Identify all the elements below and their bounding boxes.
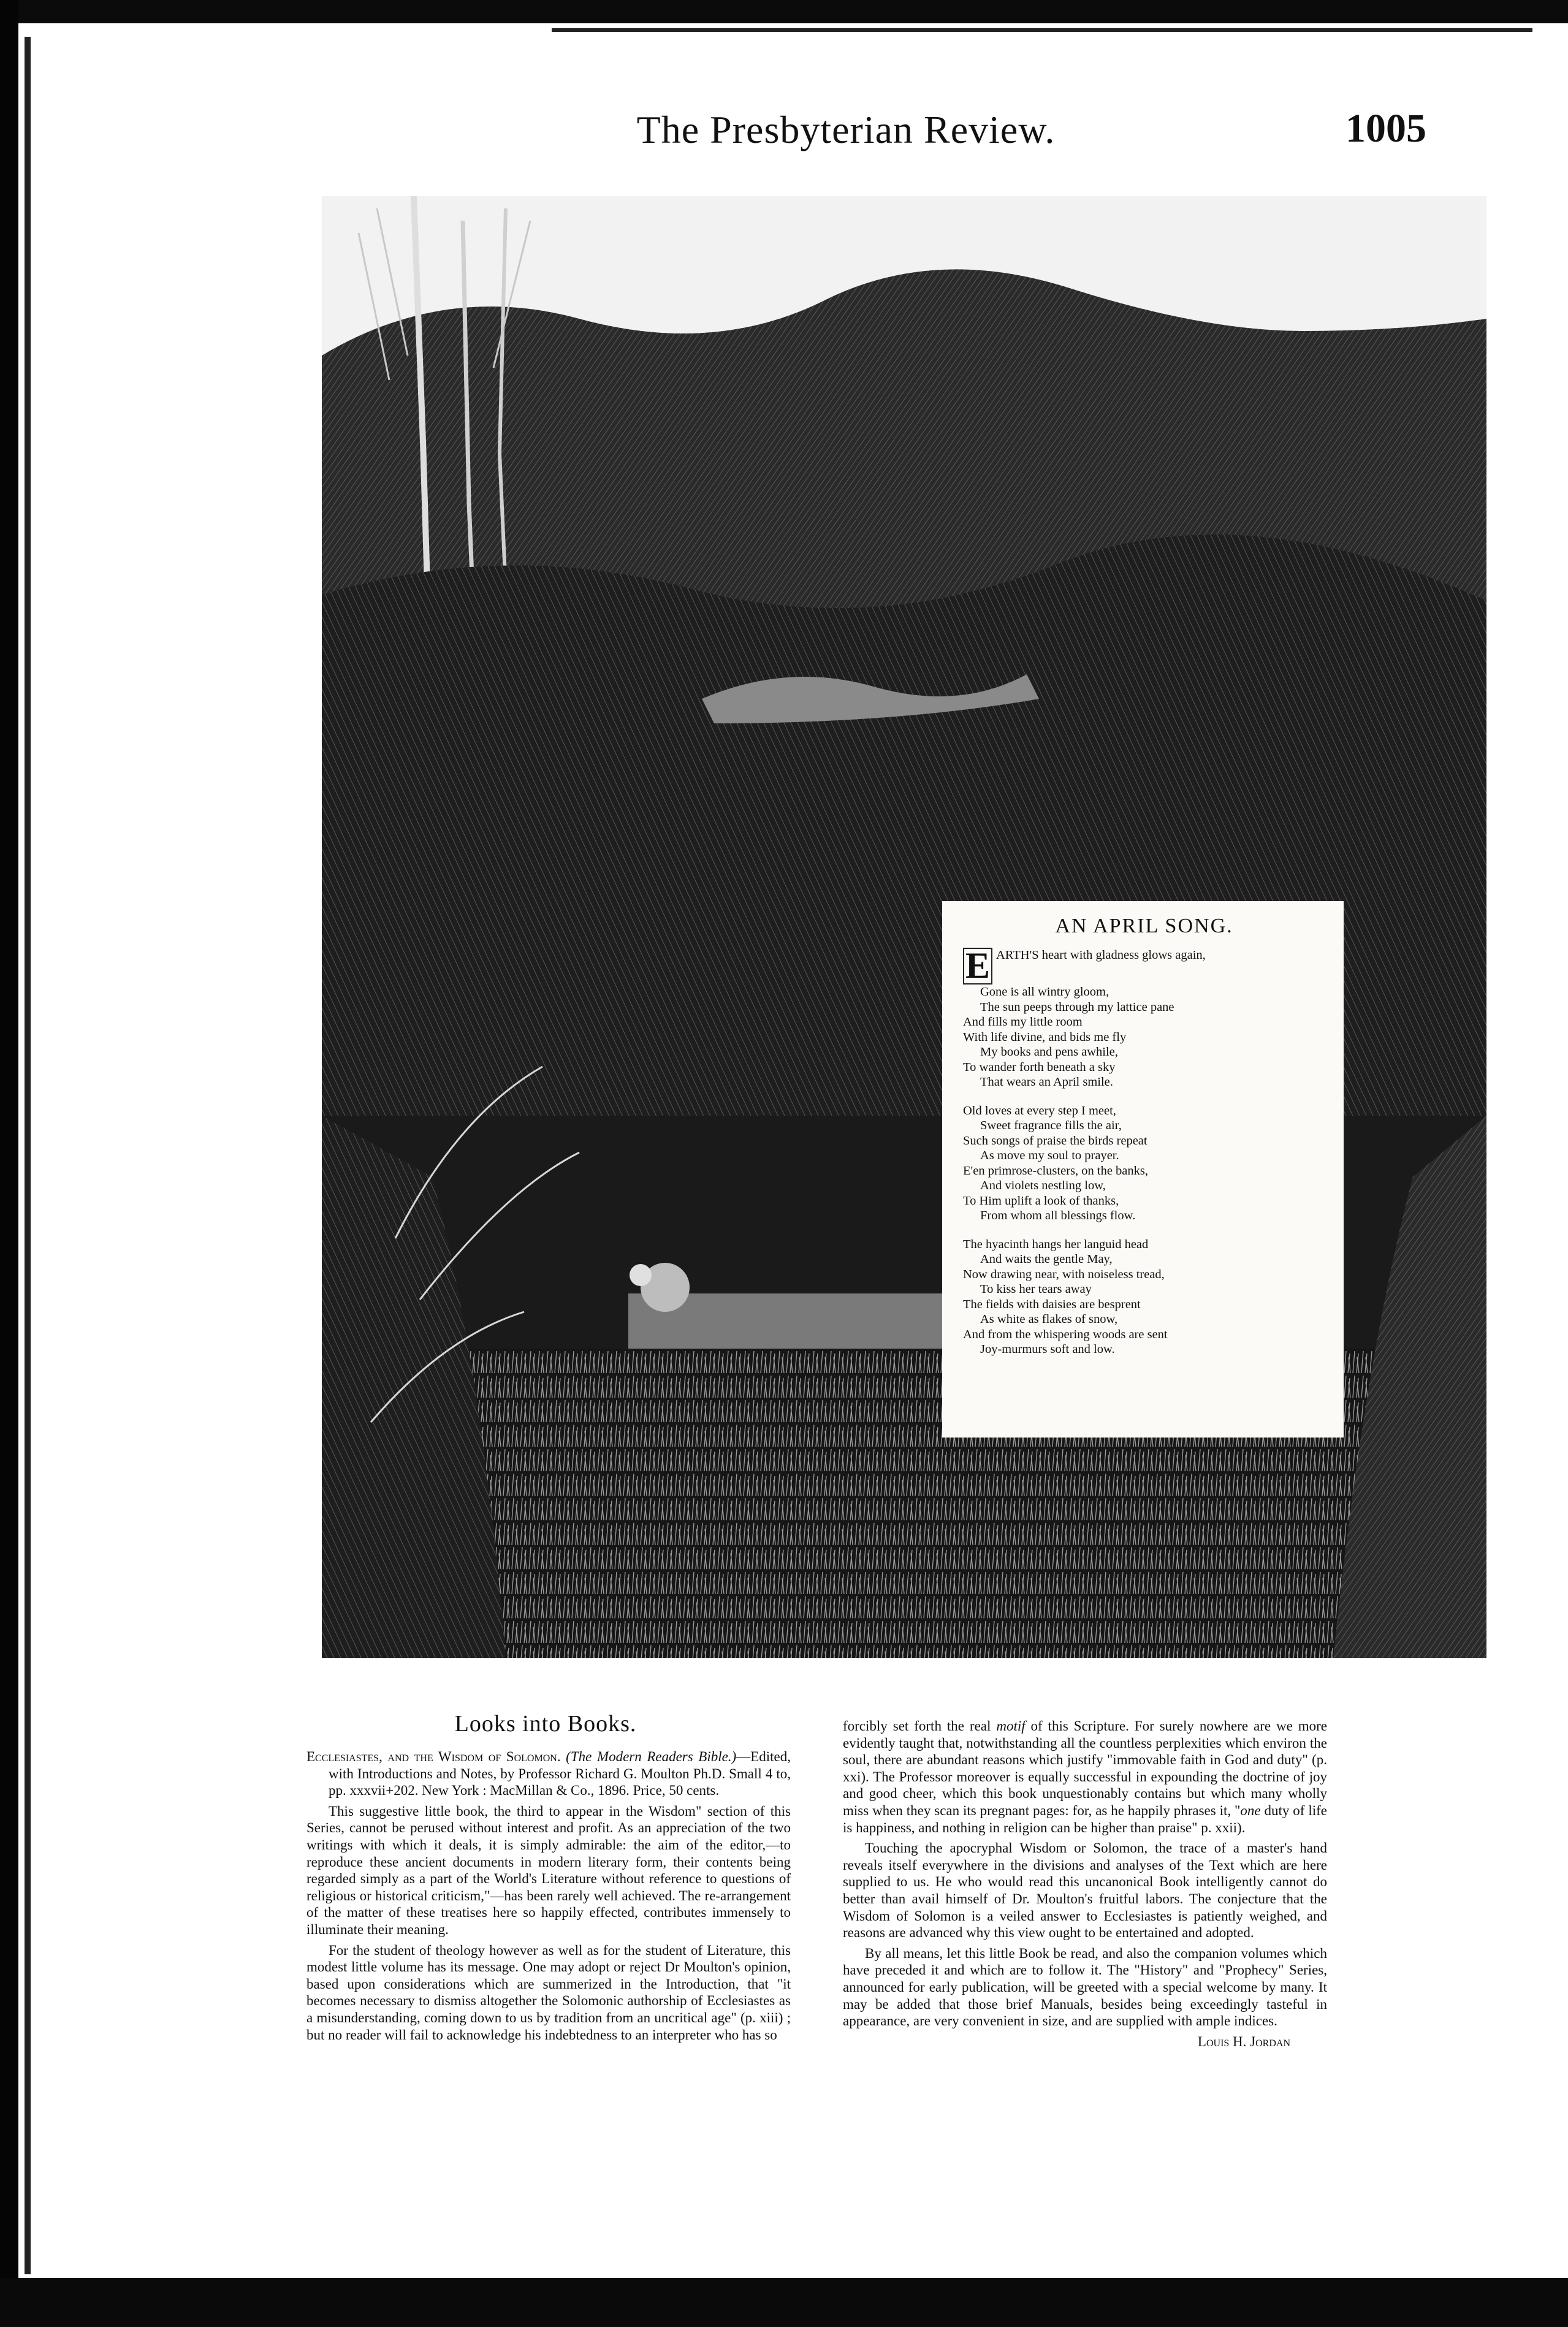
poem-line: And from the whispering woods are sent [963,1327,1168,1341]
poem-card [942,901,1344,1438]
poem-line: The fields with daisies are besprent [963,1297,1141,1311]
review-paragraph: Touching the apocryphal Wisdom or Solomon, the trace of a master's hand reveals itself everywhere in the divisions and analyses of the Text which are here supplied to us. He who would read this uncanonical Book intelligently cannot do better than avail himself of Dr. Moulton's fruitful labors. The conjecture that the Wisdom of Solomon is a veiled answer to Ecclesiastes is patiently weighed, and reasons are advanced why this view ought to be entertained and adopted. [843,1840,1327,1941]
poem-line: Joy-murmurs soft and low. [980,1342,1115,1356]
text-run: duty of life is happiness, and nothing in religion can be higher than praise" p. xxii). [843,1802,1327,1835]
poem-stanza-2 [963,1103,1325,1224]
poem-line: And fills my little room [963,1015,1083,1029]
poem-line: Old loves at every step I meet, [963,1103,1116,1118]
poem-line: To wander forth beneath a sky [963,1060,1116,1074]
text-run: of this Scripture. For surely nowhere are we more evidently taught that, notwithstanding all the countless perplexities which environ the soul, there are abundant reasons which justify "immovable faith in God and duty" (p. xxi). The Professor moreover is equally successful in expounding the doctrine of joy and good cheer, which this book unquestionably contains but which many wholly miss when they scan its pregnant pages: for, as he happily phrases it, " [843,1718,1327,1818]
book-citation [306,1748,791,1799]
top-border-rule [0,0,1568,23]
poem-first-line [963,945,1325,986]
poem-title: AN APRIL SONG. [1055,915,1233,937]
poem-stanza-lines [963,984,1325,1090]
poem-line: Sweet fragrance fills the air, [980,1119,1122,1132]
poem-line: Gone is all wintry gloom, [980,985,1109,999]
poem-line: ARTH'S heart with gladness glows again, [996,948,1206,962]
review-column-right [843,1718,1327,2054]
left-inner-rule [25,37,31,2274]
review-paragraph: For the student of theology however as well as for the student of Literature, this modest little volume has its message. One may adopt or reject Dr Moulton's opinion, based upon considerations which are summerized in the Introduction, that "it becomes necessary to dismiss altogether the Solomonic authorship of Ecclesiastes as a misunderstanding, coming down to us by tradition from an uncritical age" (p. xiii) ; but no reader will fail to acknowledge his indebtedness to an interpreter who has so [306,1942,791,2043]
citation-details: —Edited, with Introductions and Notes, by Professor Richard G. Moulton Ph.D. Small 4 to, pp. xxxvii+202. New York : MacMillan & Co., 1896. Price, 50 cents. [329,1749,791,1799]
poem-line: My books and pens awhile, [980,1045,1118,1059]
poem-line: The sun peeps through my lattice pane [980,1000,1174,1014]
poem-line: As white as flakes of snow, [980,1312,1118,1326]
left-border-rule [0,0,18,2327]
poem-line: With life divine, and bids me fly [963,1030,1127,1044]
poem-line: To kiss her tears away [980,1282,1092,1296]
poem-line: And violets nestling low, [980,1179,1106,1192]
italic-term: motif [996,1718,1026,1734]
poem-line: From whom all blessings flow. [980,1209,1136,1222]
poem-line: The hyacinth hangs her languid head [963,1237,1149,1251]
review-paragraph: This suggestive little book, the third to appear in the Wisdom" section of this Series, cannot be perused without interest and profit. As an appreciation of the two writings with which it deals, it is simply admirable: the aim of the editor,—to reproduce these ancient documents in modern literary form, their contents being regarded simply as a part of the World's Literature without reference to questions of religious or historical criticism,"—has been rarely well achieved. The re-arrangement of the matter of these treatises here so happily effected, contributes immensely to illuminate their meaning. [306,1803,791,1937]
review-signature: Louis H. Jordan [1197,2033,1290,2049]
drop-cap-letter: E [963,948,992,984]
citation-series: (The Modern Readers Bible.) [566,1749,737,1764]
poem-line: Now drawing near, with noiseless tread, [963,1267,1165,1281]
review-paragraph: By all means, let this little Book be read, and also the companion volumes which have preceded it and which are to follow it. The "History" and "Prophecy" Series, announced for early publication, will be greeted with a special welcome by many. It may be added that those brief Manuals, besides being exceedingly tasteful in appearance, are very convenient in size, and are supplied with ample indices. [843,1945,1327,2029]
page-number: 1005 [1345,106,1426,151]
poem-line: As move my soul to prayer. [980,1149,1119,1162]
poem-stanza-3 [963,1237,1325,1357]
review-paragraph-continued [843,1718,1327,1836]
review-column-left [306,1748,791,2047]
running-title: The Presbyterian Review. [636,108,1056,151]
italic-term: one [1240,1802,1261,1818]
landscape-engraving [322,196,1486,1658]
poem-line: To Him uplift a look of thanks, [963,1194,1119,1208]
section-heading: Looks into Books. [454,1711,637,1737]
bottom-border-rule [0,2278,1568,2327]
top-thin-rule [552,28,1532,32]
poem-line: Such songs of praise the birds repeat [963,1133,1147,1148]
poem-line: E'en primrose-clusters, on the banks, [963,1164,1149,1178]
poem-stanza-1 [963,945,1325,1090]
text-run: forcibly set forth the real [843,1718,997,1734]
poem-line: That wears an April smile. [980,1075,1113,1089]
citation-title: Ecclesiastes, and the Wisdom of Solomon. [306,1749,561,1764]
poem-line: And waits the gentle May, [980,1252,1113,1266]
